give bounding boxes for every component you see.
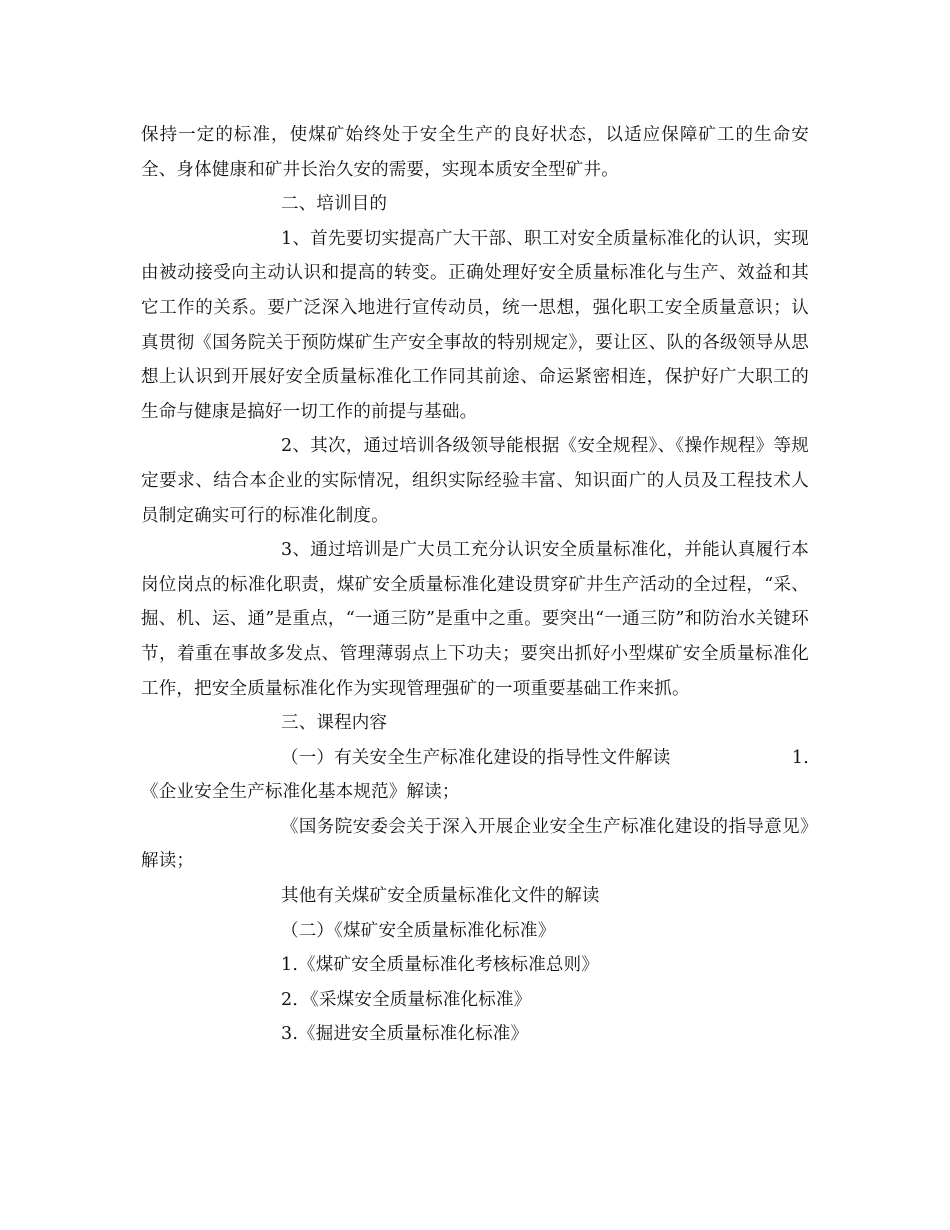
- document-body: [141, 118, 809, 1052]
- paragraph-item-3: 3、通过培训是广大员工充分认识安全质量标准化，并能认真履行本岗位岗点的标准化职责，煤矿安全质量标准化建设贯穿矿井生产活动的全过程，“采、掘、机、运、通”是重点，“一通三防”是重中之重。要突出“一通三防”和防治水关键环节，着重在事故多发点、管理薄弱点上下功夫；要突出抓好小型煤矿安全质量标准化工作，把安全质量标准化作为实现管理强矿的一项重要基础工作来抓。: [141, 540, 809, 699]
- paragraph-item-2: 2、其次，通过培训各级领导能根据《安全规程》、《操作规程》等规定要求、结合本企业的实际情况，组织实际经验丰富、知识面广的人员及工程技术人员制定确实可行的标准化制度。: [141, 436, 809, 526]
- list-item-basic-norm: 《企业安全生产标准化基本规范》解读；: [141, 782, 460, 803]
- list-item-tunneling-standard: 3.《掘进安全质量标准化标准》: [281, 1024, 529, 1045]
- section-heading-course-content: 三、课程内容: [281, 713, 388, 734]
- section-heading-training-purpose: 二、培训目的: [281, 194, 388, 215]
- subsection-heading-guidance-docs: [141, 741, 809, 776]
- list-number: 1.: [791, 747, 809, 768]
- list-item-general-rules: 1.《煤矿安全质量标准化考核标准总则》: [281, 955, 599, 976]
- paragraph-continuation: 保持一定的标准，使煤矿始终处于安全生产的良好状态，以适应保障矿工的生命安全、身体健康和矿井长治久安的需要，实现本质安全型矿井。: [141, 125, 809, 180]
- subsection-heading-standards: （二）《煤矿安全质量标准化标准》: [281, 920, 556, 941]
- list-item-coal-mining-standard: 2．《采煤安全质量标准化标准》: [281, 989, 532, 1010]
- paragraph-item-1: 1、首先要切实提高广大干部、职工对安全质量标准化的认识，实现由被动接受向主动认识和提高的转变。正确处理好安全质量标准化与生产、效益和其它工作的关系。要广泛深入地进行宣传动员，统一思想，强化职工安全质量意识；认真贯彻《国务院关于预防煤矿生产安全事故的特别规定》，要让区、队的各级领导从思想上认识到开展好安全质量标准化工作同其前途、命运紧密相连，保护好广大职工的生命与健康是搞好一切工作的前提与基础。: [141, 228, 809, 422]
- list-item-guidance-opinion: 《国务院安委会关于深入开展企业安全生产标准化建设的指导意见》解读；: [141, 816, 809, 872]
- list-item-other-docs: 其他有关煤矿安全质量标准化文件的解读: [281, 886, 600, 907]
- subsection-title-text: （一）有关安全生产标准化建设的指导性文件解读: [281, 747, 671, 768]
